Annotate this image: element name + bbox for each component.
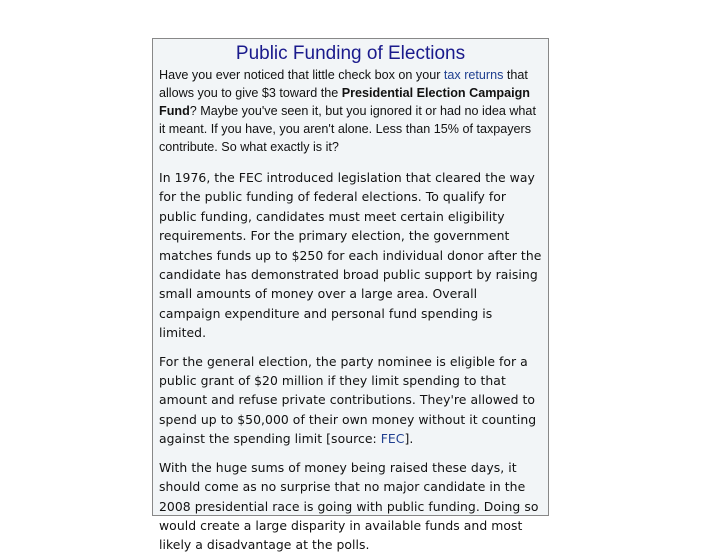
intro-text-1: Have you ever noticed that little check box on your [159, 68, 444, 82]
fec-source-link[interactable]: FEC [380, 431, 405, 447]
fund-name-bold: Presidential Election Campaign Fund [159, 86, 530, 118]
paragraph-general-election [159, 352, 542, 449]
paragraph-2008-race: With the huge sums of money being raised these days, it should come as no surprise that no major candidate in the 2008 presidential race is going with public funding. Doing so would create a large disparity in available funds and most likely a disadvantage at the polls. [159, 459, 539, 553]
intro-paragraph [159, 66, 542, 156]
paragraph-history: In 1976, the FEC introduced legislation that cleared the way for the public funding of federal elections. To qualify for public funding, candidates must meet certain eligibility requirements. For the primary election, the government matches funds up to $250 for each individual donor after the candidate has demonstrated broad public support by raising small amounts of money over a large area. Overall campaign expenditure and personal fund spending is limited. [159, 170, 542, 341]
article-title: Public Funding of Elections [235, 43, 466, 64]
general-election-end: ]. [404, 431, 414, 447]
tax-returns-link[interactable]: tax returns [443, 68, 504, 82]
intro-text-2: that allows you to give $3 toward the [159, 68, 528, 100]
general-election-text: For the general election, the party nominee is eligible for a public grant of $20 million if they limit spending to that amount and refuse private contributions. They're allowed to spend up to $50,000 of their own money without it counting against the spending limit [source: [159, 353, 537, 447]
article-box [152, 38, 549, 553]
intro-text-3: ? Maybe you've seen it, but you ignored it or had no idea what it meant. If you have, you aren't alone. Less than 15% of taxpayers contribute. So what exactly is it? [159, 104, 536, 154]
